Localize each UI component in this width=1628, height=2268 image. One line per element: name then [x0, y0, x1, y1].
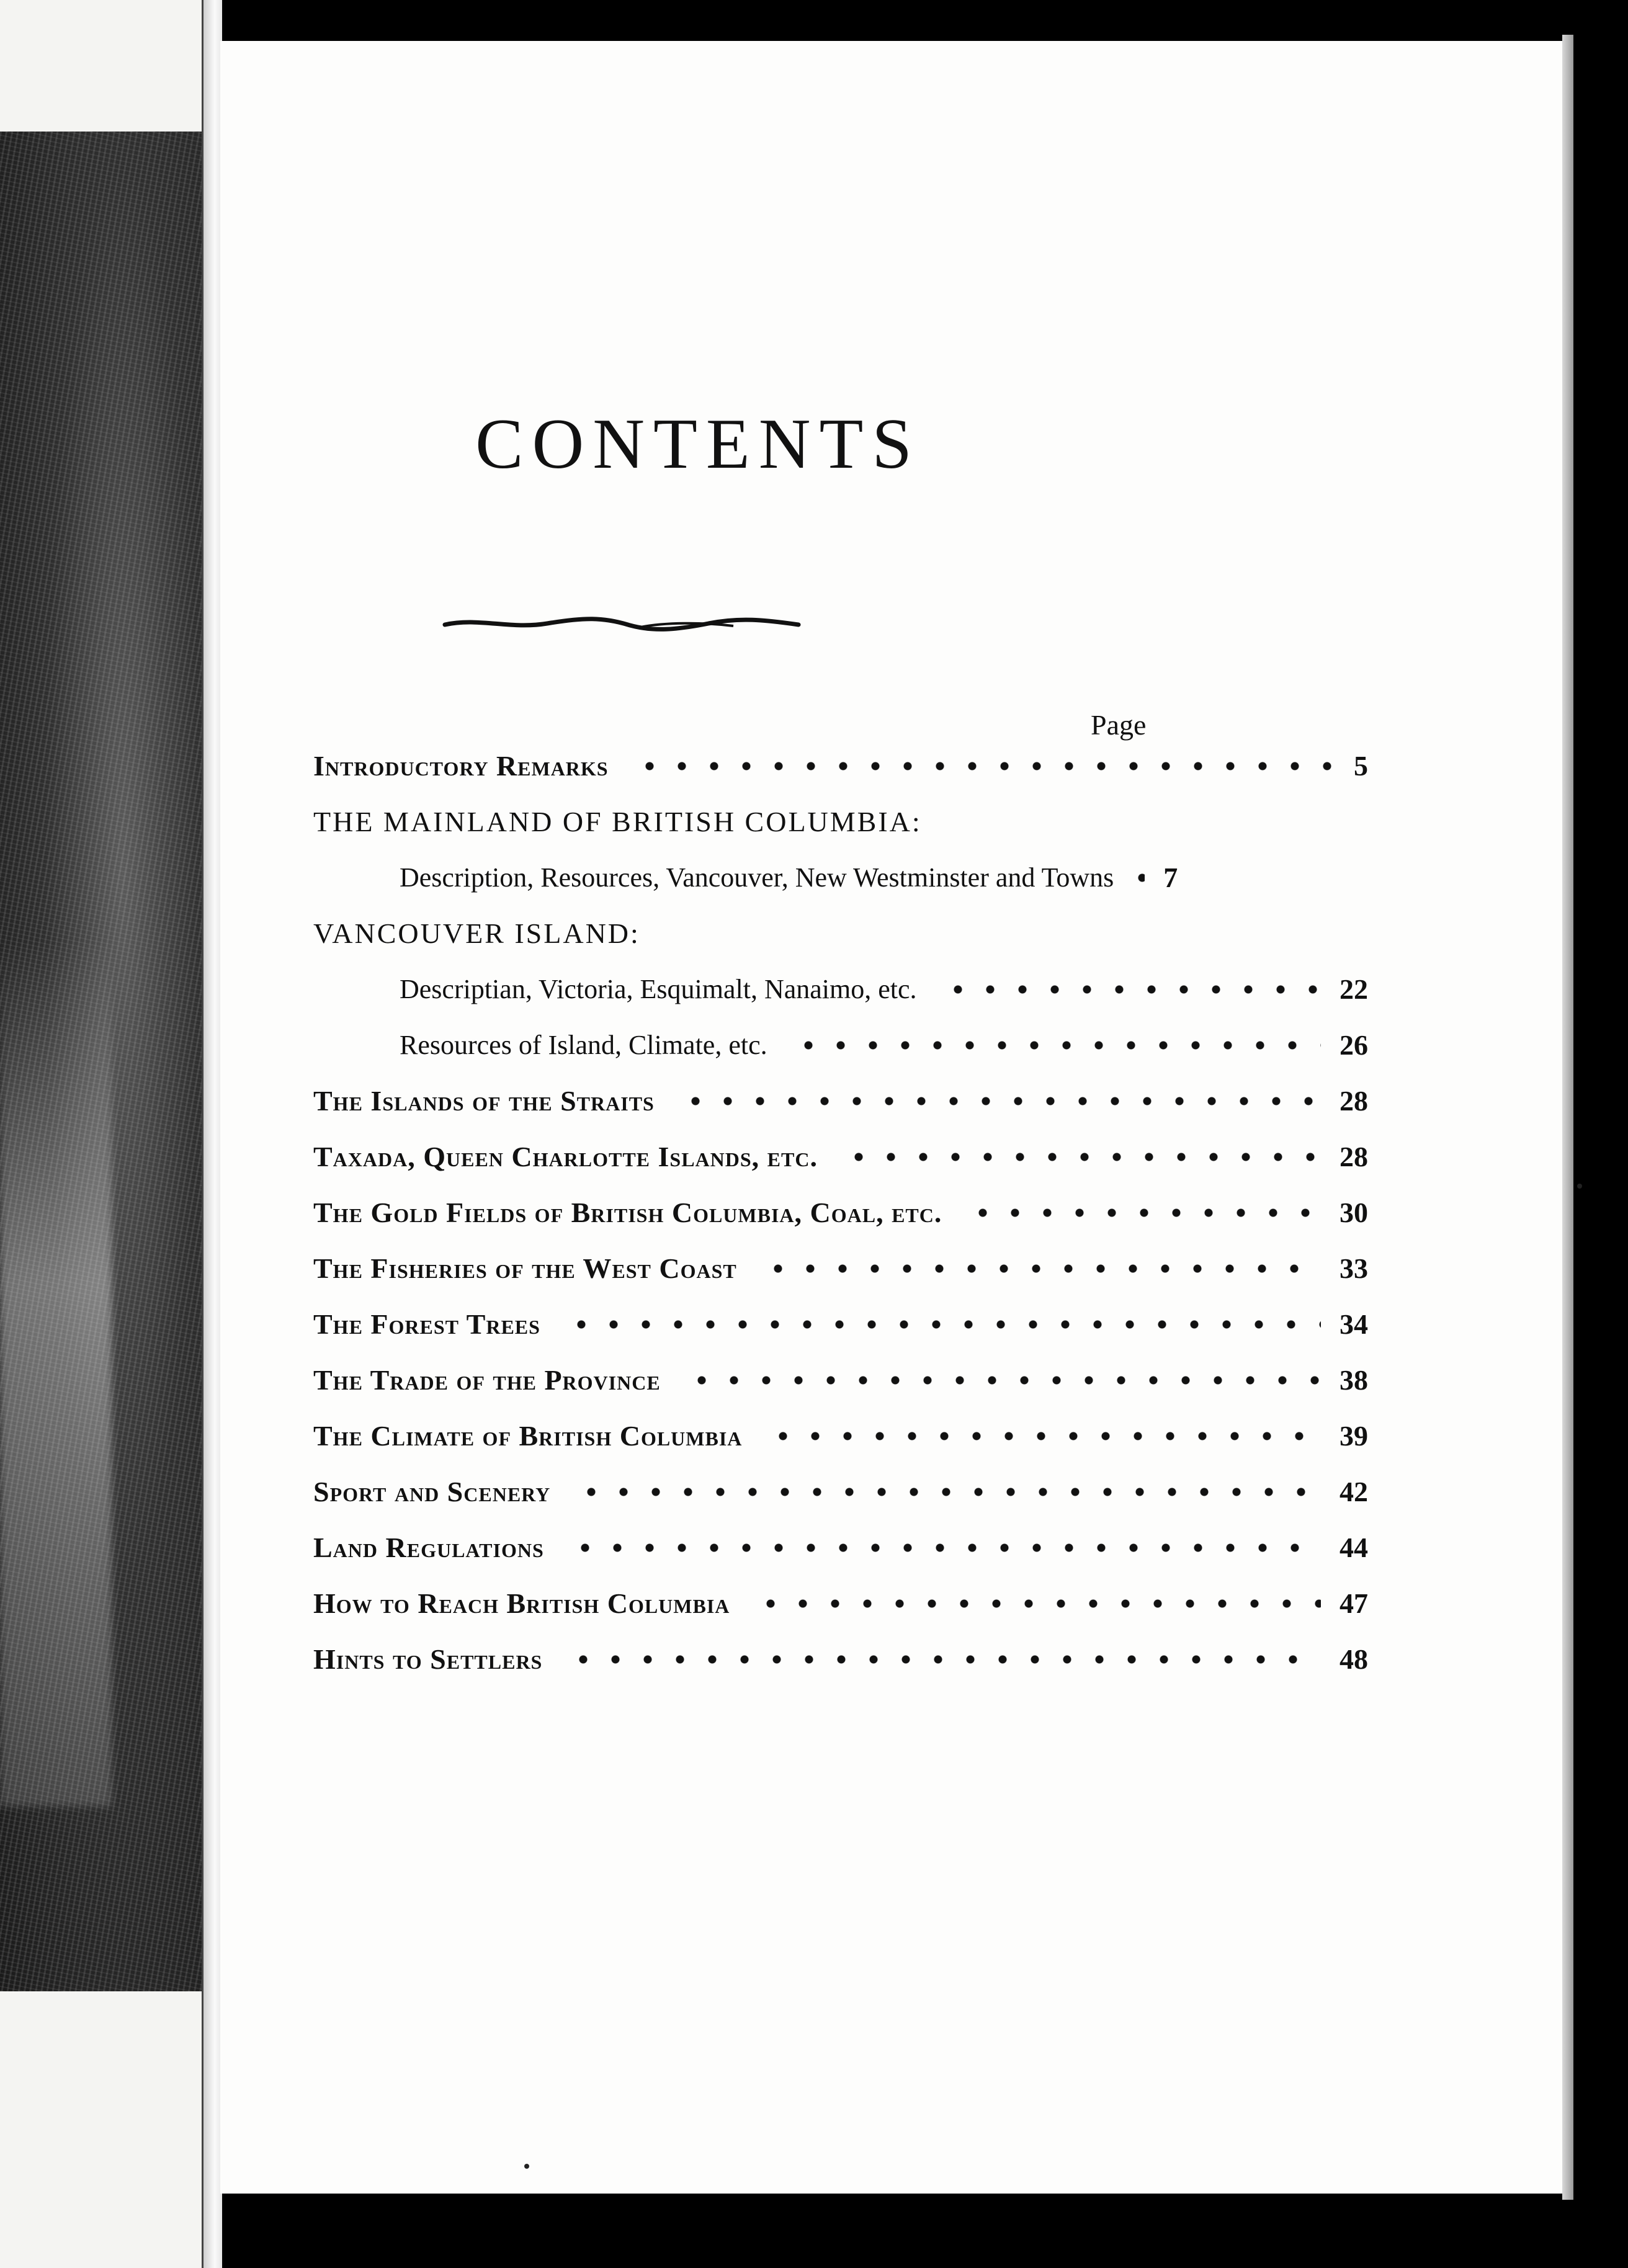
dot-leader: [843, 1153, 1321, 1161]
dot-leader: [565, 1320, 1321, 1329]
toc-entry-title: The Fisheries of the West Coast: [313, 1252, 737, 1284]
toc-entry-title: Hints to Settlers: [313, 1643, 543, 1675]
toc-entry: [313, 1364, 1368, 1396]
toc-entry-page: 38: [1340, 1364, 1368, 1396]
dot-leader: [575, 1488, 1321, 1496]
toc-entry-title: Descriptian, Victoria, Esquimalt, Nanaimo, etc.: [400, 974, 917, 1004]
toc-section-title: THE MAINLAND OF BRITISH COLUMBIA:: [313, 806, 922, 837]
dot-leader: [679, 1097, 1321, 1105]
toc-entry: [313, 1252, 1368, 1285]
toc-entry: [313, 1475, 1368, 1508]
toc-entry-title: The Trade of the Province: [313, 1364, 661, 1396]
toc-entry-title: The Climate of British Columbia: [313, 1420, 743, 1452]
toc-entry-page: 34: [1340, 1308, 1368, 1340]
dot-leader: [942, 985, 1321, 994]
print-speck: [1577, 1184, 1582, 1189]
dot-leader: [567, 1655, 1321, 1664]
toc-entry: [313, 1084, 1368, 1117]
toc-entry-title: Resources of Island, Climate, etc.: [400, 1030, 767, 1060]
toc-entry-title: Taxada, Queen Charlotte Islands, etc.: [313, 1141, 818, 1172]
toc-entry-title: Sport and Scenery: [313, 1476, 551, 1507]
dot-leader: [1126, 873, 1145, 882]
toc-entry-page: 30: [1340, 1197, 1368, 1228]
toc-entry: [313, 1419, 1368, 1452]
toc-entry: [400, 861, 1368, 894]
dot-leader: [792, 1041, 1321, 1050]
dot-leader: [762, 1264, 1321, 1273]
toc-entry-page: 42: [1340, 1476, 1368, 1507]
toc-entry-page: 22: [1340, 973, 1368, 1005]
page-edge: [1562, 35, 1573, 2200]
toc-entry-page: 48: [1340, 1643, 1368, 1675]
book-gutter: [202, 0, 222, 2268]
toc-entry-page: 39: [1340, 1420, 1368, 1452]
page-title: CONTENTS: [475, 404, 921, 484]
toc-entry-title: The Gold Fields of British Columbia, Coal, etc.: [313, 1197, 942, 1228]
toc-entry: [313, 1643, 1368, 1676]
toc-entry: [313, 1196, 1368, 1229]
toc-entry: [400, 1029, 1368, 1061]
toc-entry: [400, 973, 1368, 1006]
toc-entry-title: How to Reach British Columbia: [313, 1587, 730, 1619]
toc-entry-page: 5: [1354, 750, 1368, 782]
toc-entry-page: 44: [1340, 1532, 1368, 1563]
facing-page: [0, 0, 202, 2268]
dot-leader: [686, 1376, 1321, 1385]
toc-entry: [313, 1531, 1368, 1564]
dot-leader: [569, 1543, 1321, 1552]
toc-entry-title: Land Regulations: [313, 1532, 544, 1563]
toc-entry-page: 28: [1340, 1085, 1368, 1117]
toc-entry: [313, 749, 1368, 782]
toc-entry-page: 28: [1340, 1141, 1368, 1172]
dot-leader: [967, 1208, 1321, 1217]
engraving-illustration: [0, 132, 205, 1991]
toc-entry-title: Introductory Remarks: [313, 750, 609, 782]
dot-leader: [767, 1432, 1321, 1440]
toc-entry-page: 26: [1340, 1029, 1368, 1061]
toc-entry-title: The Islands of the Straits: [313, 1085, 655, 1117]
toc-section-title: VANCOUVER ISLAND:: [313, 917, 640, 949]
toc-entry-title: Description, Resources, Vancouver, New Westminster and Towns: [400, 862, 1114, 893]
toc-entry-title: The Forest Trees: [313, 1308, 540, 1340]
contents-page: [220, 41, 1562, 2194]
decorative-flourish: [442, 611, 802, 636]
page-column-label: Page: [1091, 709, 1147, 741]
toc-entry: [313, 1587, 1368, 1620]
toc-entry-page: 7: [1163, 862, 1178, 893]
toc-entry-page: 47: [1340, 1587, 1368, 1619]
toc-section-heading: [313, 805, 922, 838]
toc-entry-page: 33: [1340, 1252, 1368, 1284]
toc-entry: [313, 1140, 1368, 1173]
dot-leader: [754, 1599, 1321, 1608]
toc-section-heading: [313, 917, 640, 950]
toc-entry: [313, 1308, 1368, 1341]
print-speck: [524, 2164, 529, 2169]
dot-leader: [633, 762, 1335, 770]
